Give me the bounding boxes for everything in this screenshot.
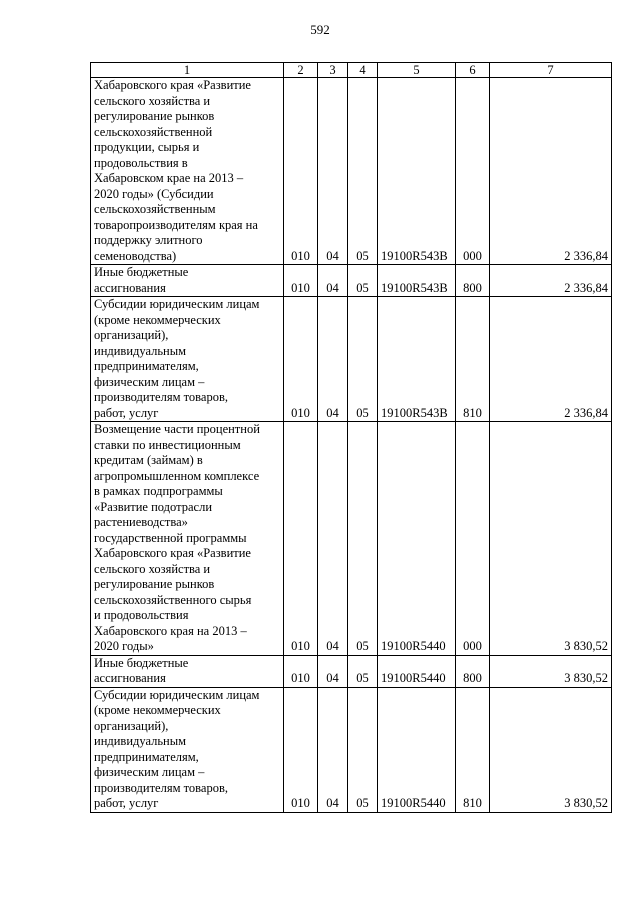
row-description: Хабаровского края «Развитие сельского хозяйства и регулирование рынков сельскохозяйственной продукции, сырья и продовольствия в Хабаровском крае на 2013 – 2020 годы» (Субсидии сельскохозяйственным товаропроизводителям края на поддержку элитного семеноводства)	[91, 78, 284, 265]
row-description: Субсидии юридическим лицам (кроме некоммерческих организаций), индивидуальным предпринимателям, физическим лицам – производителям товаров, работ, услуг	[91, 687, 284, 812]
row-description: Иные бюджетные ассигнования	[91, 655, 284, 687]
row-subsection-code: 05	[348, 265, 378, 297]
row-section-code: 04	[318, 687, 348, 812]
row-section-code: 04	[318, 297, 348, 422]
table-row	[91, 265, 612, 297]
row-section-code: 04	[318, 265, 348, 297]
table-row	[91, 297, 612, 422]
page-number: 592	[310, 22, 330, 37]
row-expense-type: 800	[456, 655, 490, 687]
row-section-code: 04	[318, 78, 348, 265]
row-subsection-code: 05	[348, 655, 378, 687]
row-amount: 2 336,84	[490, 78, 612, 265]
row-ministry-code: 010	[284, 265, 318, 297]
row-amount: 3 830,52	[490, 422, 612, 656]
row-expense-type: 810	[456, 297, 490, 422]
header-col-7: 7	[490, 63, 612, 78]
row-description: Субсидии юридическим лицам (кроме некоммерческих организаций), индивидуальным предпринимателям, физическим лицам – производителям товаров, работ, услуг	[91, 297, 284, 422]
row-amount: 2 336,84	[490, 297, 612, 422]
row-target-article: 19100R543B	[378, 297, 456, 422]
row-ministry-code: 010	[284, 78, 318, 265]
row-subsection-code: 05	[348, 78, 378, 265]
header-col-6: 6	[456, 63, 490, 78]
header-col-2: 2	[284, 63, 318, 78]
table-row	[91, 422, 612, 656]
row-amount: 3 830,52	[490, 655, 612, 687]
row-section-code: 04	[318, 422, 348, 656]
row-target-article: 19100R543B	[378, 265, 456, 297]
row-subsection-code: 05	[348, 297, 378, 422]
table-row	[91, 687, 612, 812]
row-subsection-code: 05	[348, 687, 378, 812]
table-row	[91, 78, 612, 265]
header-col-1: 1	[91, 63, 284, 78]
header-col-5: 5	[378, 63, 456, 78]
table-row	[91, 655, 612, 687]
row-target-article: 19100R5440	[378, 655, 456, 687]
row-subsection-code: 05	[348, 422, 378, 656]
header-row	[91, 63, 612, 78]
row-expense-type: 000	[456, 78, 490, 265]
budget-table	[90, 62, 612, 813]
header-col-4: 4	[348, 63, 378, 78]
header-col-3: 3	[318, 63, 348, 78]
row-target-article: 19100R543B	[378, 78, 456, 265]
row-expense-type: 810	[456, 687, 490, 812]
row-description: Возмещение части процентной ставки по инвестиционным кредитам (займам) в агропромышленном комплексе в рамках подпрограммы «Развитие подотрасли растениеводства» государственной программы Хабаровского края «Развитие сельского хозяйства и регулирование рынков сельскохозяйственного сырья и продовольствия Хабаровского края на 2013 – 2020 годы»	[91, 422, 284, 656]
row-target-article: 19100R5440	[378, 687, 456, 812]
row-amount: 2 336,84	[490, 265, 612, 297]
row-description: Иные бюджетные ассигнования	[91, 265, 284, 297]
row-ministry-code: 010	[284, 655, 318, 687]
row-amount: 3 830,52	[490, 687, 612, 812]
row-expense-type: 800	[456, 265, 490, 297]
row-target-article: 19100R5440	[378, 422, 456, 656]
row-ministry-code: 010	[284, 297, 318, 422]
row-ministry-code: 010	[284, 687, 318, 812]
row-expense-type: 000	[456, 422, 490, 656]
row-ministry-code: 010	[284, 422, 318, 656]
row-section-code: 04	[318, 655, 348, 687]
